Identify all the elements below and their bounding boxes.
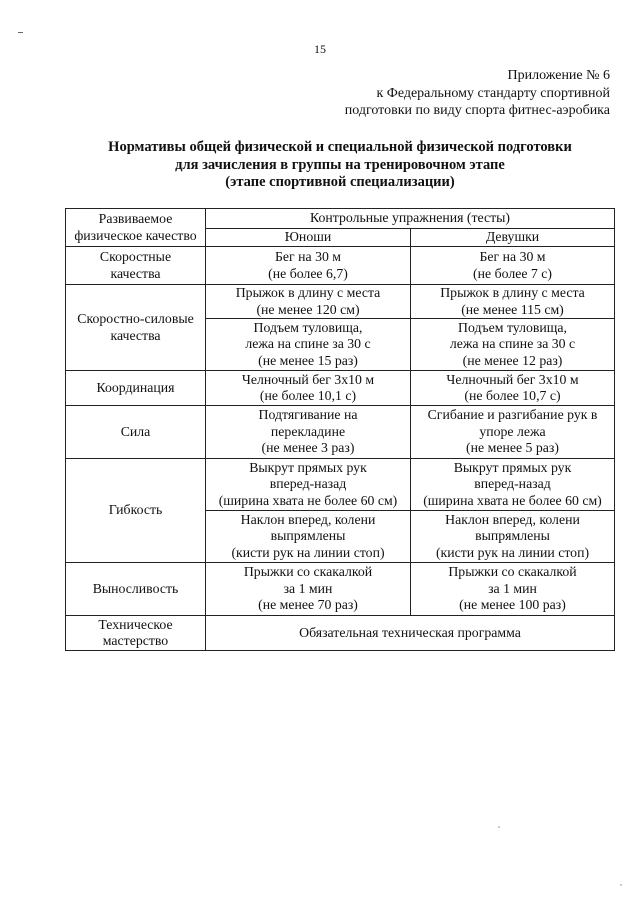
quality-cell: Скоростные качества <box>66 247 206 285</box>
table-row <box>66 616 615 651</box>
header-girls: Девушки <box>411 229 615 247</box>
table-row <box>66 459 615 511</box>
document-title <box>20 139 640 192</box>
boys-norm-cell: Прыжок в длину с места (не менее 120 см) <box>206 285 411 319</box>
quality-cell: Гибкость <box>66 459 206 563</box>
title-line: для зачисления в группы на тренировочном этапе <box>175 156 505 173</box>
appendix-line: Приложение № 6 <box>507 68 610 83</box>
scan-speck <box>498 826 500 828</box>
header-quality: Развиваемое физическое качество <box>66 209 206 247</box>
girls-norm-cell: Выкрут прямых рук вперед-назад (ширина хвата не более 60 см) <box>411 459 615 511</box>
table-row <box>66 406 615 459</box>
title-line: (этапе спортивной специализации) <box>225 174 455 190</box>
page-number: 15 <box>314 42 326 56</box>
girls-norm-cell: Челночный бег 3х10 м (не более 10,7 с) <box>411 371 615 406</box>
header-boys: Юноши <box>206 229 411 247</box>
table-row <box>66 285 615 319</box>
quality-cell: Выносливость <box>66 563 206 616</box>
girls-norm-cell: Подъем туловища, лежа на спине за 30 с (не менее 12 раз) <box>411 319 615 371</box>
girls-norm-cell: Наклон вперед, колени выпрямлены (кисти рук на линии стоп) <box>411 511 615 563</box>
boys-norm-cell: Выкрут прямых рук вперед-назад (ширина хвата не более 60 см) <box>206 459 411 511</box>
header-tests: Контрольные упражнения (тесты) <box>206 209 615 229</box>
boys-norm-cell: Подъем туловища, лежа на спине за 30 с (не менее 15 раз) <box>206 319 411 371</box>
title-line: Нормативы общей физической и специальной физической подготовки <box>108 139 572 155</box>
appendix-line: подготовки по виду спорта фитнес-аэробика <box>344 103 610 118</box>
quality-cell: Скоростно-силовые качества <box>66 285 206 371</box>
girls-norm-cell: Бег на 30 м (не более 7 с) <box>411 247 615 285</box>
table-header-row <box>66 209 615 229</box>
boys-norm-cell: Подтягивание на перекладине (не менее 3 раз) <box>206 406 411 459</box>
table-row <box>66 563 615 616</box>
boys-norm-cell: Наклон вперед, колени выпрямлены (кисти рук на линии стоп) <box>206 511 411 563</box>
technical-program-cell: Обязательная техническая программа <box>206 616 615 651</box>
girls-norm-cell: Прыжок в длину с места (не менее 115 см) <box>411 285 615 319</box>
boys-norm-cell: Бег на 30 м (не более 6,7) <box>206 247 411 285</box>
girls-norm-cell: Прыжки со скакалкой за 1 мин (не менее 100 раз) <box>411 563 615 616</box>
quality-cell: Техническое мастерство <box>66 616 206 651</box>
appendix-line: к Федеральному стандарту спортивной <box>376 85 610 101</box>
scan-speck <box>620 884 622 886</box>
appendix-header <box>270 67 610 120</box>
boys-norm-cell: Челночный бег 3х10 м (не более 10,1 с) <box>206 371 411 406</box>
boys-norm-cell: Прыжки со скакалкой за 1 мин (не менее 70 раз) <box>206 563 411 616</box>
quality-cell: Координация <box>66 371 206 406</box>
table-row <box>66 247 615 285</box>
quality-cell: Сила <box>66 406 206 459</box>
scan-mark <box>18 32 23 33</box>
standards-table <box>65 208 615 651</box>
girls-norm-cell: Сгибание и разгибание рук в упоре лежа (не менее 5 раз) <box>411 406 615 459</box>
table-row <box>66 371 615 406</box>
